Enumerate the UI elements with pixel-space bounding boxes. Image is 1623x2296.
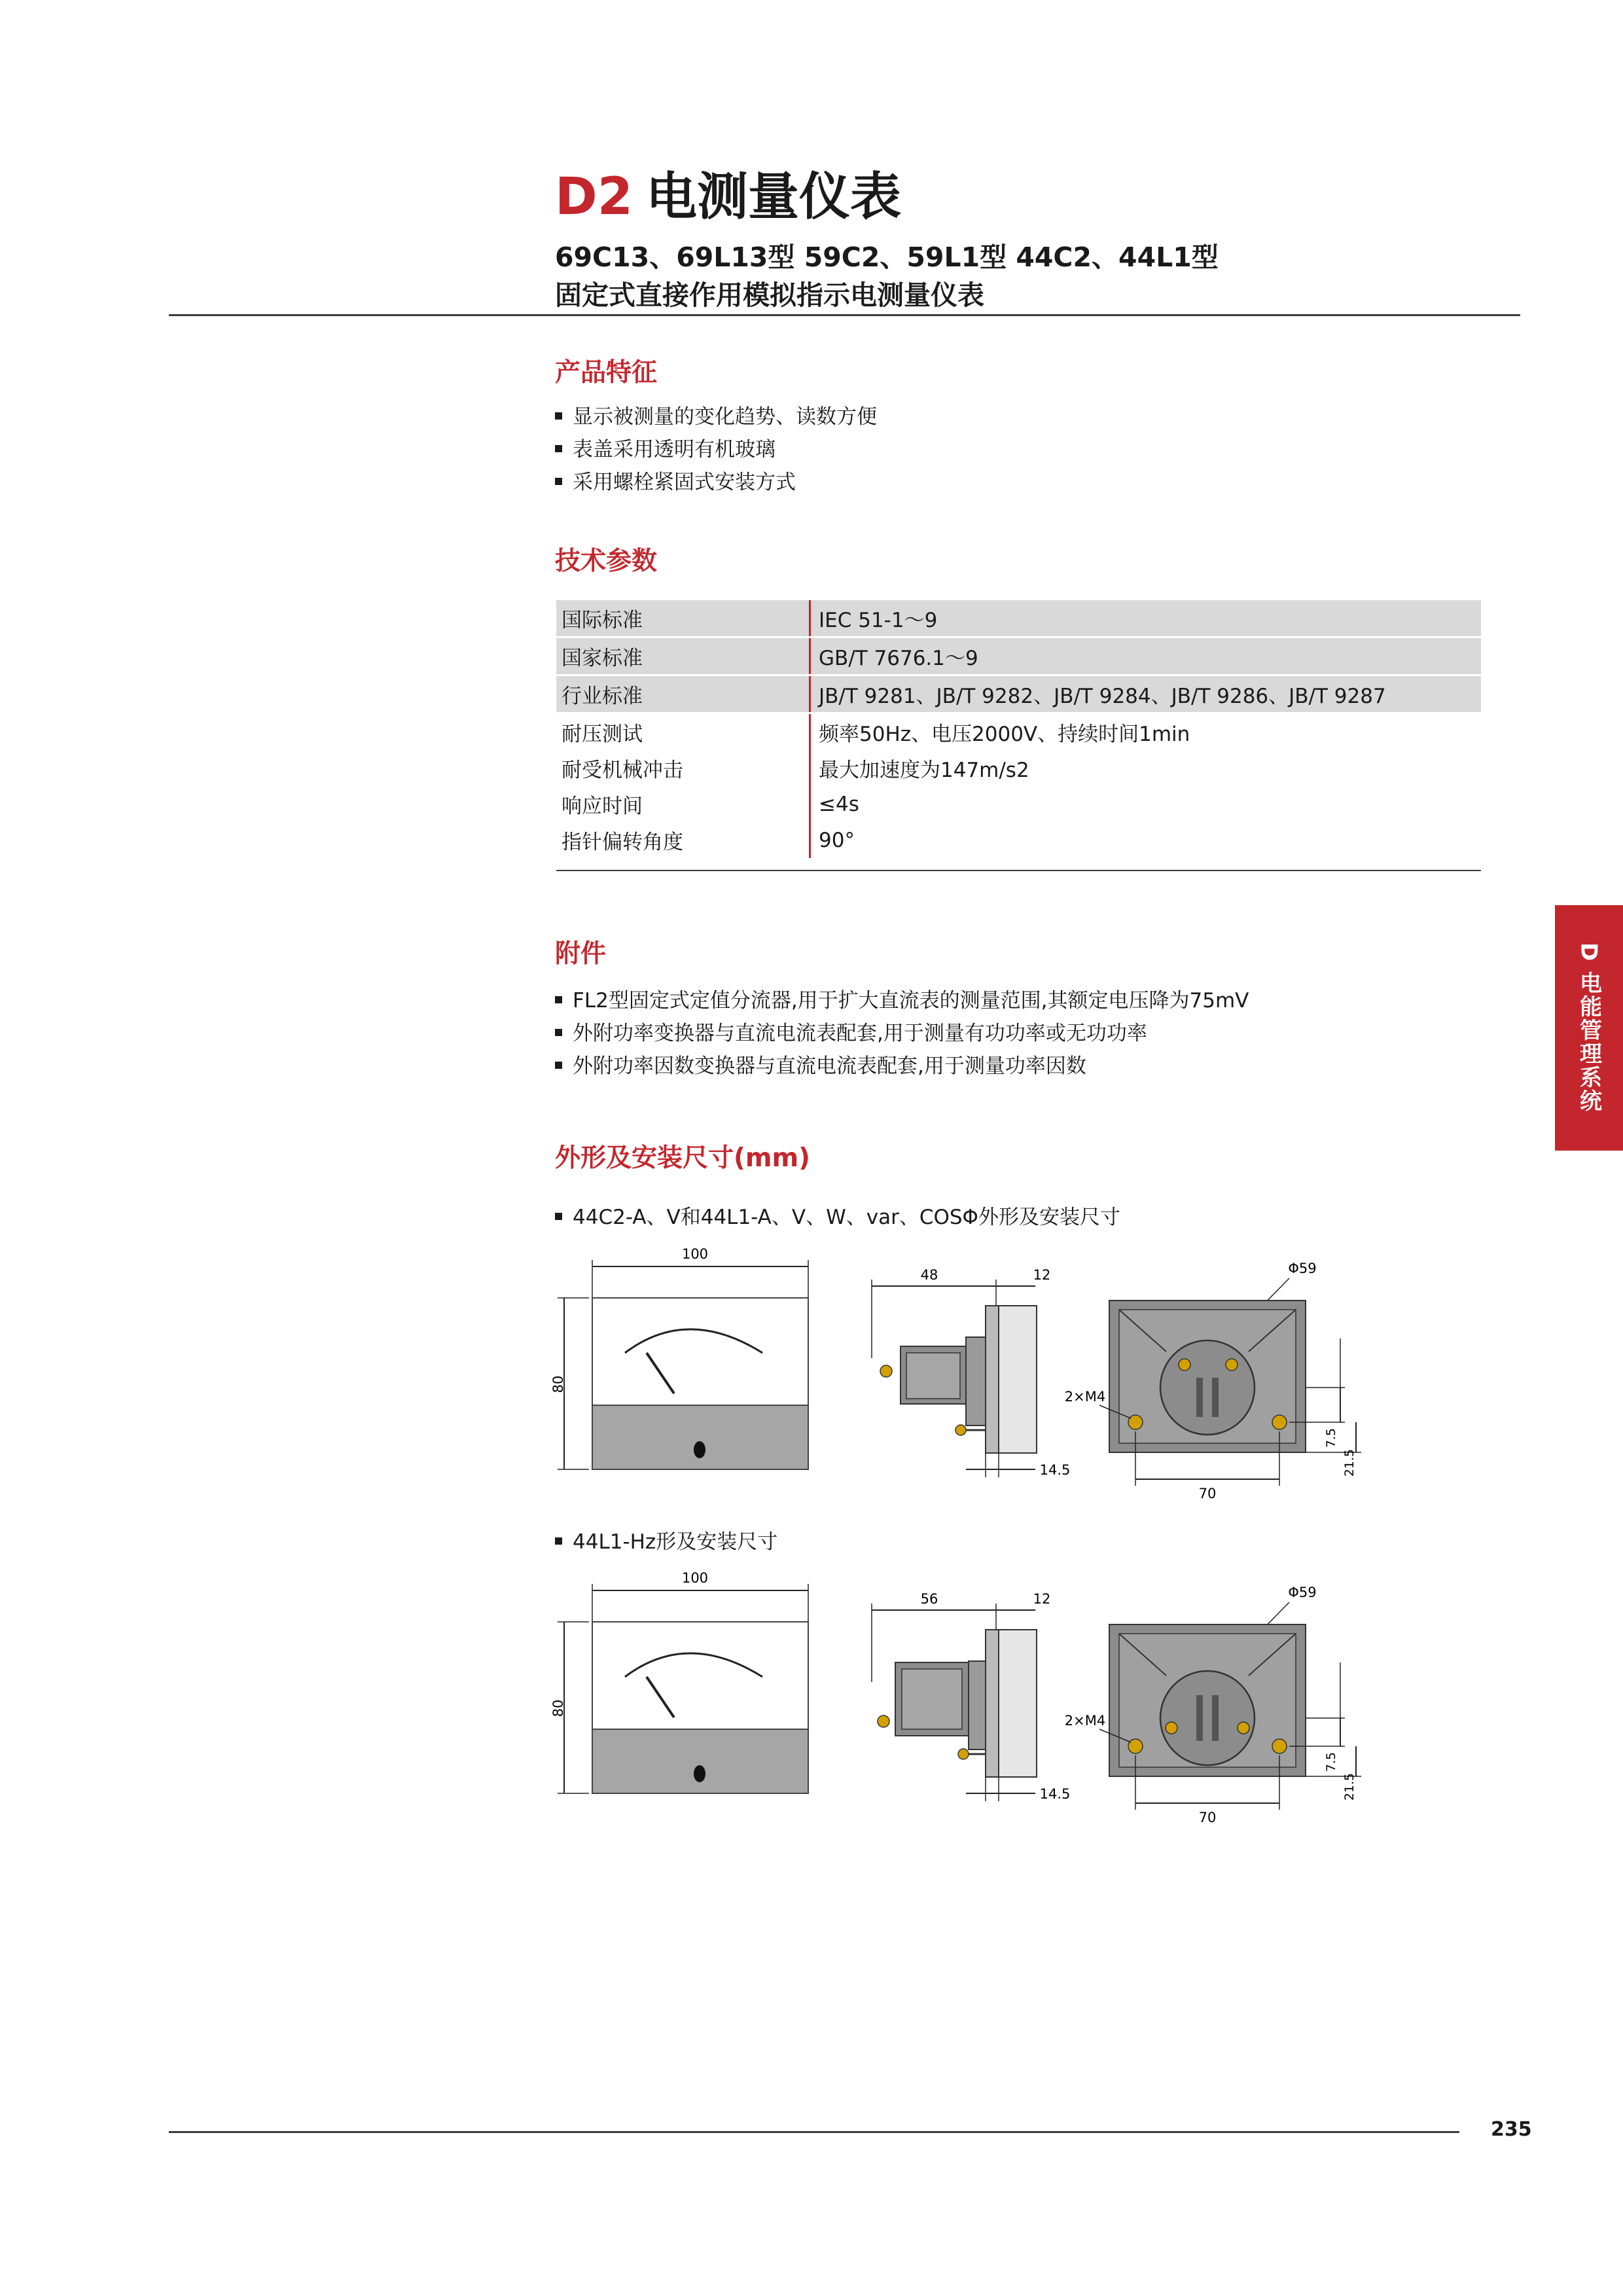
- terminal-bar: [1196, 1695, 1203, 1741]
- footer-divider: [169, 2131, 1459, 2133]
- offset-large-label: 21.5: [1342, 1448, 1357, 1477]
- spec-name: 国际标准: [556, 600, 810, 637]
- offset-small-label: 7.5: [1324, 1751, 1338, 1772]
- table-row: [556, 750, 1481, 786]
- terminal-screw: [1226, 1359, 1238, 1371]
- spec-value: ≤4s: [810, 786, 1482, 822]
- feature-item: 显示被测量的变化趋势、读数方便: [555, 401, 877, 433]
- accessory-item: 外附功率因数变换器与直流电流表配套,用于测量功率因数: [555, 1050, 1249, 1083]
- feature-item: 采用螺栓紧固式安装方式: [555, 466, 877, 499]
- housing-neck: [966, 1337, 986, 1426]
- features-heading: 产品特征: [555, 358, 658, 387]
- diameter-label: Φ59: [1288, 1585, 1317, 1600]
- table-row: [556, 600, 1481, 637]
- spec-value: GB/T 7676.1～9: [810, 637, 1482, 675]
- housing-neck: [969, 1661, 986, 1749]
- section-side-tab[interactable]: [1555, 905, 1623, 1151]
- side-tab-label: D 电能管理系统: [1575, 942, 1602, 1113]
- front-cover: [999, 1306, 1037, 1453]
- table-row: [556, 637, 1481, 675]
- subtitle-description: 固定式直接作用模拟指示电测量仪表: [555, 279, 984, 311]
- table-row: [556, 713, 1481, 751]
- spec-value: 90°: [810, 822, 1482, 858]
- spec-name: 行业标准: [556, 675, 810, 713]
- feature-item: 表盖采用透明有机玻璃: [555, 433, 877, 466]
- spacing-label: 70: [1198, 1810, 1217, 1825]
- title-code: D2: [555, 168, 633, 226]
- depth-label: 48: [920, 1267, 938, 1283]
- flange-label: 12: [1033, 1267, 1051, 1283]
- front-view: [550, 1246, 808, 1469]
- height-label: 80: [550, 1375, 566, 1393]
- terminal-bar: [1212, 1378, 1219, 1417]
- spec-value: IEC 51-1～9: [810, 600, 1482, 637]
- mounting-hole: [1128, 1739, 1143, 1753]
- spec-value: 频率50Hz、电压2000V、持续时间1min: [810, 713, 1482, 751]
- terminal-screw: [880, 1365, 892, 1377]
- height-label: 80: [550, 1699, 566, 1717]
- table-row: [556, 822, 1481, 858]
- tech-params-heading: 技术参数: [555, 547, 658, 576]
- offset-large-label: 21.5: [1342, 1772, 1357, 1801]
- spec-value: JB/T 9281、JB/T 9282、JB/T 9284、JB/T 9286、JB/T 9287: [810, 675, 1482, 713]
- spec-name: 耐压测试: [556, 713, 810, 751]
- meter-base: [592, 1405, 808, 1469]
- table-row: [556, 675, 1481, 713]
- panel-label: 14.5: [1039, 1462, 1071, 1478]
- terminal-screw: [878, 1715, 889, 1727]
- rear-view: [1065, 1585, 1361, 1825]
- table-bottom-rule: [556, 870, 1481, 871]
- figure-1-label: 44C2-A、V和44L1-A、V、W、var、COSΦ外形及安装尺寸: [555, 1200, 1120, 1230]
- terminal-screw: [1179, 1359, 1190, 1371]
- figure-1-drawing: [550, 1240, 1407, 1509]
- accessory-item: 外附功率变换器与直流电流表配套,用于测量有功功率或无功功率: [555, 1017, 1249, 1050]
- features-list: [555, 401, 877, 499]
- figure-2-drawing: [550, 1564, 1407, 1833]
- meter-base: [592, 1729, 808, 1793]
- width-label: 100: [681, 1570, 709, 1586]
- header-divider: [169, 314, 1520, 316]
- rear-view: [1065, 1261, 1361, 1501]
- diameter-label: Φ59: [1288, 1261, 1317, 1276]
- flange-label: 12: [1033, 1591, 1051, 1607]
- spec-name: 响应时间: [556, 786, 810, 822]
- mounting-hole: [1272, 1739, 1287, 1753]
- terminal-screw: [955, 1425, 966, 1435]
- subtitle-models: 69C13、69L13型 59C2、59L1型 44C2、44L1型: [555, 242, 1219, 273]
- page-title: [555, 156, 901, 229]
- terminal-screw: [1166, 1722, 1177, 1734]
- accessories-list: [555, 984, 1249, 1083]
- panel-flange: [986, 1306, 999, 1453]
- side-view: [872, 1267, 1070, 1478]
- spec-name: 耐受机械冲击: [556, 750, 810, 786]
- spacing-label: 70: [1198, 1486, 1217, 1501]
- accessories-heading: 附件: [555, 939, 607, 969]
- terminal-bar: [1212, 1695, 1219, 1741]
- rear-barrel: [1160, 1671, 1255, 1765]
- terminal-screw: [1238, 1722, 1249, 1734]
- spec-value: 最大加速度为147m/s2: [810, 750, 1482, 786]
- spec-name: 国家标准: [556, 637, 810, 675]
- table-row: [556, 786, 1481, 822]
- spec-table: [556, 600, 1481, 858]
- offset-small-label: 7.5: [1324, 1427, 1338, 1448]
- page-number: 235: [1491, 2118, 1532, 2141]
- terminal-screw: [958, 1749, 969, 1759]
- accessory-item: FL2型固定式定值分流器,用于扩大直流表的测量范围,其额定电压降为75mV: [555, 984, 1249, 1017]
- movement-housing-inner: [906, 1353, 960, 1399]
- mounting-hole: [1128, 1415, 1143, 1429]
- rear-barrel: [1160, 1340, 1255, 1435]
- panel-label: 14.5: [1039, 1786, 1071, 1802]
- depth-label: 56: [920, 1591, 938, 1607]
- screws-label: 2×M4: [1064, 1389, 1106, 1405]
- movement-housing-inner: [902, 1669, 962, 1729]
- mounting-hole: [1272, 1415, 1287, 1429]
- front-view: [550, 1570, 808, 1793]
- side-view: [872, 1591, 1070, 1802]
- zero-adjust-screw: [694, 1765, 705, 1782]
- panel-flange: [986, 1630, 999, 1777]
- width-label: 100: [681, 1246, 709, 1262]
- figure-2-label: 44L1-Hz形及安装尺寸: [555, 1525, 777, 1554]
- dimensions-heading: 外形及安装尺寸(mm): [555, 1143, 810, 1173]
- zero-adjust-screw: [694, 1441, 705, 1458]
- front-cover: [999, 1630, 1037, 1777]
- spec-name: 指针偏转角度: [556, 822, 810, 858]
- title-text: 电测量仪表: [646, 168, 902, 226]
- screws-label: 2×M4: [1064, 1713, 1106, 1729]
- terminal-bar: [1196, 1378, 1203, 1417]
